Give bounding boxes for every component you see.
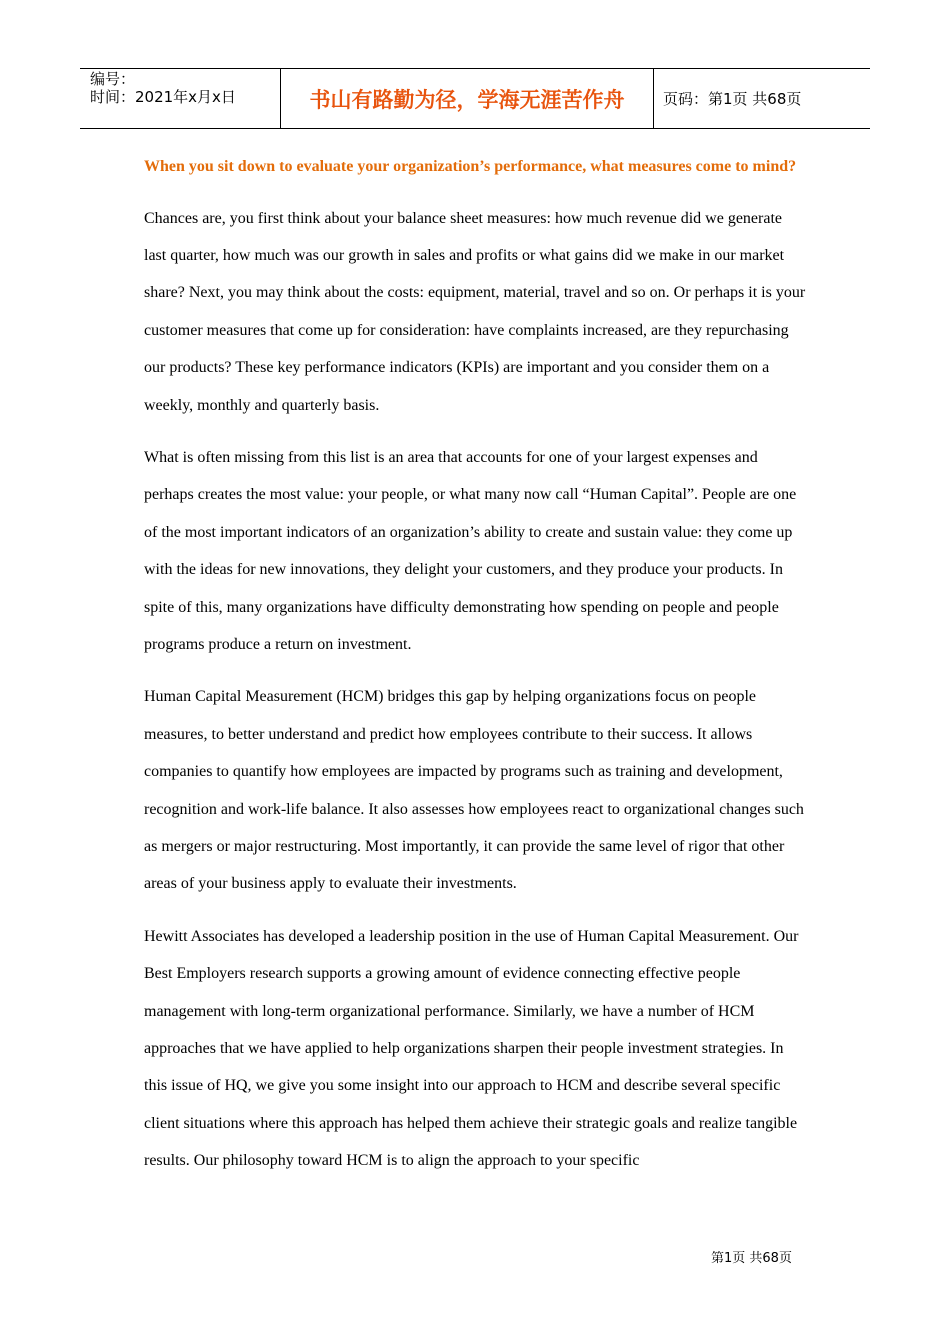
- document-body: [144, 148, 808, 1195]
- page-header: [80, 68, 870, 129]
- header-motto: 书山有路勤为径，学海无涯苦作舟: [281, 69, 654, 128]
- paragraph: Human Capital Measurement (HCM) bridges this gap by helping organizations focus on people measures, to better understand and predict how employees contribute to their success. It allows companies to quantify how employees are impacted by programs such as training and development, recognition and work-life balance. It also assesses how employees react to organizational changes such as mergers or major restructuring. Most importantly, it can provide the same level of rigor that other areas of your business apply to evaluate their investments.: [144, 688, 804, 893]
- document-date: 时间：2021年x月x日: [90, 88, 236, 106]
- paragraph: Hewitt Associates has developed a leadership position in the use of Human Capital Measurement. Our Best Employers research supports a growing amount of evidence connecting effective people management with long-term organizational performance. Similarly, we have a number of HCM approaches that we have applied to help organizations sharpen their people investment strategies. In this issue of HQ, we give you some insight into our approach to HCM and describe several specific client situations where this approach has helped them achieve their strategic goals and realize tangible results. Our philosophy toward HCM is to align the approach to your specific: [144, 927, 799, 1170]
- paragraph: What is often missing from this list is an area that accounts for one of your largest expenses and perhaps creates the most value: your people, or what many now call “Human Capital”. People are one of the most important indicators of an organization’s ability to create and sustain value: they come up with the ideas for new innovations, they delight your customers, and they produce your products. In spite of this, many organizations have difficulty demonstrating how spending on people and people programs produce a return on investment.: [144, 448, 797, 653]
- header-page-info: 页码：第1页 共68页: [663, 90, 802, 108]
- page-footer: 第1页 共68页: [711, 1251, 792, 1266]
- document-number-label: 编号：: [90, 70, 136, 88]
- header-meta: [80, 69, 281, 128]
- intro-question: When you sit down to evaluate your organization’s performance, what measures come to mind?: [144, 158, 797, 175]
- paragraph: Chances are, you first think about your balance sheet measures: how much revenue did we generate last quarter, how much was our growth in sales and profits or what gains did we make in our market share? Next, you may think about the costs: equipment, material, travel and so on. Or perhaps it is your customer measures that come up for consideration: have complaints increased, are they repurchasing our products? These key performance indicators (KPIs) are important and you consider them on a weekly, monthly and quarterly basis.: [144, 209, 806, 414]
